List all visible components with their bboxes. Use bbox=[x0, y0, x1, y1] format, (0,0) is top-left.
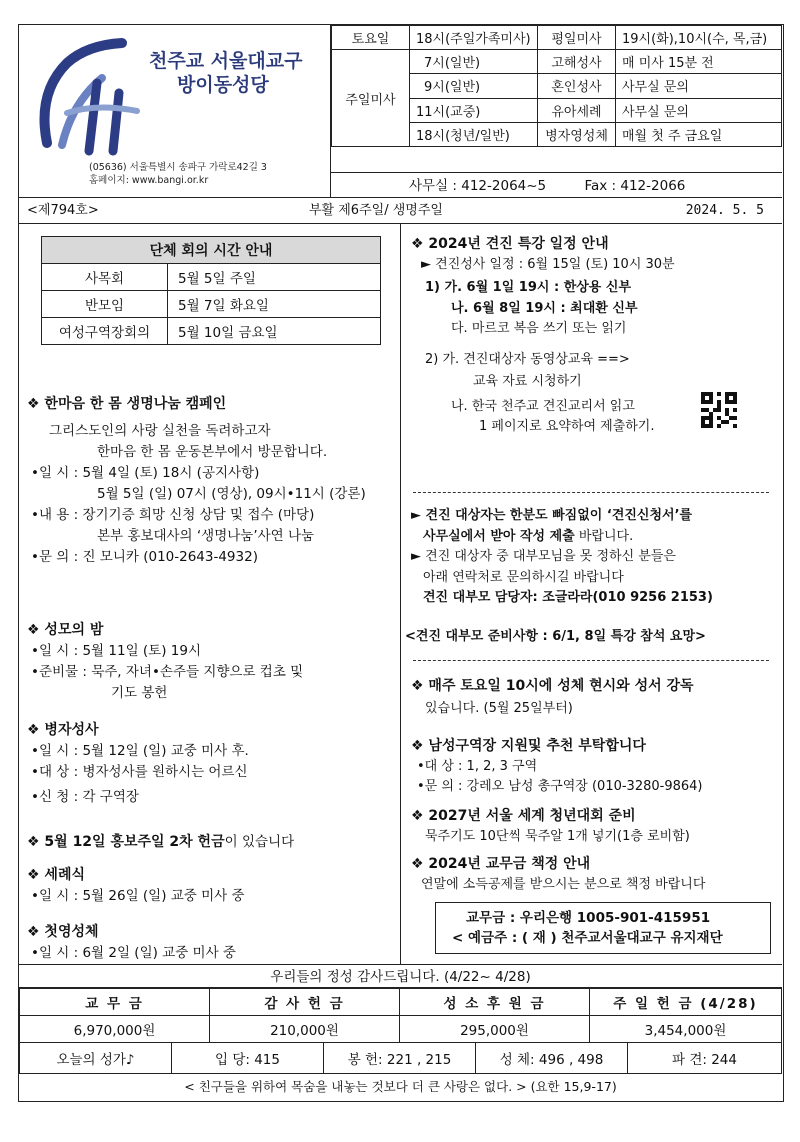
youth-title: ❖ 2027년 서울 세계 청년대회 준비 bbox=[411, 808, 636, 824]
weekday-label: 평일미사 bbox=[538, 26, 616, 50]
dues-title: ❖ 2024년 교무금 책정 안내 bbox=[411, 856, 591, 872]
sacrament-label: 유아세례 bbox=[538, 98, 616, 122]
finance-value: 295,000원 bbox=[400, 1016, 590, 1043]
sick-title: ❖ 병자성사 bbox=[27, 722, 99, 738]
qr-code-icon[interactable] bbox=[701, 392, 737, 428]
video-1: 2) 가. 견진대상자 동영상교육 ==> bbox=[425, 351, 630, 367]
meeting-name: 여성구역장회의 bbox=[42, 318, 168, 345]
baptism-section bbox=[27, 865, 399, 907]
youth-section bbox=[411, 806, 779, 847]
table-row bbox=[42, 264, 381, 291]
finance-header: 감 사 헌 금 bbox=[210, 989, 400, 1016]
table-row bbox=[20, 1016, 782, 1043]
sacrament-label: 혼인성사 bbox=[538, 74, 616, 98]
mary-section bbox=[27, 620, 399, 704]
bible-title: ❖ 매주 토요일 10시에 성체 현시와 성서 강독 bbox=[411, 678, 694, 694]
bank-account: 교무금 : 우리은행 1005-901-415951 bbox=[466, 910, 711, 926]
finance-value: 6,970,000원 bbox=[20, 1016, 210, 1043]
campaign-section bbox=[27, 394, 399, 568]
bulletin-page bbox=[18, 24, 784, 1102]
campaign-content2: 본부 홍보대사의 ‘생명나눔’사연 나눔 bbox=[97, 528, 315, 544]
divider bbox=[413, 492, 769, 493]
table-row bbox=[42, 318, 381, 345]
campaign-date2: 5월 5일 (일) 07시 (영상), 09시•11시 (강론) bbox=[97, 486, 366, 502]
divider bbox=[413, 660, 769, 661]
meeting-when: 5월 5일 주일 bbox=[168, 264, 381, 291]
men-title: ❖ 남성구역장 지원및 추천 부탁합니다 bbox=[411, 738, 646, 754]
table-row bbox=[20, 1043, 782, 1074]
video-2: 교육 자료 시청하기 bbox=[473, 374, 582, 389]
finance-header: 성 소 후 원 금 bbox=[400, 989, 590, 1016]
baptism-title: ❖ 세례식 bbox=[27, 867, 85, 883]
table-row bbox=[42, 291, 381, 318]
mass-schedule-table bbox=[331, 25, 782, 147]
godparent-note: <견진 대부모 준비사항 : 6/1, 8일 특강 참석 요망> bbox=[405, 629, 706, 644]
sick-apply: •신 청 : 각 구역장 bbox=[31, 789, 139, 805]
sick-section bbox=[27, 720, 399, 808]
meeting-table bbox=[41, 236, 381, 345]
sunday-time: 11시(교중) bbox=[410, 98, 538, 122]
video-4: 1 페이지로 요약하여 제출하기. bbox=[479, 419, 655, 434]
issue-number: <제794호> bbox=[27, 203, 99, 218]
finance-value: 210,000원 bbox=[210, 1016, 400, 1043]
finance-table bbox=[19, 988, 782, 1043]
sunday-label: 주일미사 bbox=[332, 50, 410, 147]
mary-prep2: 기도 봉헌 bbox=[111, 685, 168, 701]
office-phone: 사무실 : 412-2064~5 bbox=[409, 178, 547, 194]
campaign-content1: •내 용 : 장기기증 희망 신청 상담 및 접수 (마당) bbox=[31, 507, 315, 523]
bulletin-date: 2024. 5. 5 bbox=[685, 203, 764, 218]
dues-rest: 연말에 소득공제를 받으시는 분으로 책정 바랍니다 bbox=[421, 876, 706, 892]
youth-rest: 묵주기도 10단씩 묵주알 1개 넣기(1층 로비함) bbox=[425, 828, 690, 844]
title-bar bbox=[19, 198, 782, 224]
men-contact: •문 의 : 강레오 남성 총구역장 (010-3280-9864) bbox=[417, 779, 703, 794]
sacrament-value: 사무실 문의 bbox=[616, 74, 782, 98]
table-row bbox=[20, 989, 782, 1016]
logo-area bbox=[19, 25, 331, 198]
address: (05636) 서울특별시 송파구 가락로42길 3 bbox=[89, 162, 267, 173]
sick-date: •일 시 : 5월 12일 (일) 교중 미사 후. bbox=[31, 743, 249, 759]
hymn-dismissal: 파 견: 244 bbox=[628, 1043, 782, 1074]
sunday-time: 7시(일반) bbox=[410, 50, 538, 74]
men-target: •대 상 : 1, 2, 3 구역 bbox=[417, 758, 538, 774]
finance-value: 3,454,000원 bbox=[590, 1016, 782, 1043]
hymn-label: 오늘의 성가♪ bbox=[20, 1043, 172, 1074]
mary-prep1: •준비물 : 묵주, 자녀•손주들 지향으로 컵초 및 bbox=[31, 664, 304, 680]
lecture-1: 1) 가. 6월 1일 19시 : 한상용 신부 bbox=[425, 280, 632, 295]
hymn-table bbox=[19, 1042, 782, 1074]
sponsor-contact: 견진 대부모 담당자: 조글라라(010 9256 2153) bbox=[423, 590, 713, 605]
apply-line2-rest: 바랍니다. bbox=[574, 528, 634, 544]
finance-header: 교 무 금 bbox=[20, 989, 210, 1016]
campaign-intro1: 그리스도인의 사랑 실천을 독려하고자 bbox=[49, 423, 271, 439]
sacrament-value: 매 미사 15분 전 bbox=[616, 50, 782, 74]
hymn-entrance: 입 당: 415 bbox=[172, 1043, 324, 1074]
office-contact bbox=[331, 172, 782, 198]
campaign-intro2: 한마음 한 몸 운동본부에서 방문합니다. bbox=[97, 444, 328, 460]
men-section bbox=[411, 736, 779, 798]
thanks-banner: 우리들의 정성 감사드립니다. (4/22~ 4/28) bbox=[19, 964, 782, 988]
baptism-date: •일 시 : 5월 26일 (일) 교중 미사 중 bbox=[31, 888, 245, 904]
liturgical-week: 부활 제6주일/ 생명주일 bbox=[309, 203, 443, 218]
sunday-time: 9시(일반) bbox=[410, 74, 538, 98]
parish-name bbox=[149, 49, 302, 97]
sacrament-value: 매월 첫 주 금요일 bbox=[616, 122, 782, 146]
right-column bbox=[401, 224, 782, 964]
weekday-time: 19시(화),10시(수, 목,금) bbox=[616, 26, 782, 50]
meeting-when: 5월 7일 화요일 bbox=[168, 291, 381, 318]
bank-account-box bbox=[435, 902, 771, 954]
parish-logo-icon bbox=[27, 33, 147, 158]
scripture-quote: < 친구들을 위하여 목숨을 내놓는 것보다 더 큰 사랑은 없다. > (요한 15,9-17) bbox=[184, 1079, 617, 1094]
confirmation-schedule: ► 견진성사 일정 : 6월 15일 (토) 10시 30분 bbox=[421, 256, 675, 272]
sunday-time: 18시(청년/일반) bbox=[410, 122, 538, 146]
sacrament-label: 고해성사 bbox=[538, 50, 616, 74]
parish-name-line1: 천주교 서울대교구 bbox=[149, 50, 303, 72]
sick-target: •대 상 : 병자성사를 원하시는 어르신 bbox=[31, 764, 248, 780]
mary-date: •일 시 : 5월 11일 (토) 19시 bbox=[31, 643, 201, 659]
saturday-time: 18시(주일가족미사) bbox=[410, 26, 538, 50]
sponsor-line2: 아래 연락처로 문의하시길 바랍니다 bbox=[423, 569, 624, 585]
communion-date: •일 시 : 6월 2일 (일) 교중 미사 중 bbox=[31, 945, 236, 961]
sacrament-label: 병자영성체 bbox=[538, 122, 616, 146]
mary-title: ❖ 성모의 밤 bbox=[27, 622, 104, 638]
lecture-2: 나. 6월 8일 19시 : 최대환 신부 bbox=[451, 300, 638, 316]
dues-section bbox=[411, 854, 779, 895]
parish-name-line2: 방이동성당 bbox=[177, 74, 269, 96]
account-holder: < 예금주 : ( 재 ) 천주교서울대교구 유지재단 bbox=[452, 930, 723, 946]
bible-rest: 있습니다. (5월 25일부터) bbox=[425, 700, 573, 716]
office-fax: Fax : 412-2066 bbox=[584, 178, 686, 194]
saturday-label: 토요일 bbox=[332, 26, 410, 50]
bible-section bbox=[411, 676, 779, 719]
campaign-title: ❖ 한마음 한 몸 생명나눔 캠페인 bbox=[27, 396, 227, 412]
video-3: 나. 한국 천주교 견진교리서 읽고 bbox=[451, 398, 635, 414]
left-column bbox=[19, 224, 401, 964]
promo-section bbox=[27, 832, 399, 853]
campaign-contact: •문 의 : 진 모니카 (010-2643-4932) bbox=[31, 549, 258, 565]
header bbox=[19, 25, 782, 198]
meeting-name: 사목회 bbox=[42, 264, 168, 291]
confirmation-title: ❖ 2024년 견진 특강 일정 안내 bbox=[411, 236, 609, 252]
communion-title: ❖ 첫영성체 bbox=[27, 924, 99, 940]
promo-title: ❖ 5월 12일 홍보주일 2차 헌금 bbox=[27, 834, 225, 850]
sponsor-line1: ► 견진 대상자 중 대부모님을 못 정하신 분들은 bbox=[411, 549, 676, 564]
communion-section bbox=[27, 922, 399, 964]
meeting-when: 5월 10일 금요일 bbox=[168, 318, 381, 345]
apply-line1: ► 견진 대상자는 한분도 빠짐없이 ‘견진신청서’를 bbox=[411, 508, 693, 523]
hymn-offertory: 봉 헌: 221 , 215 bbox=[324, 1043, 476, 1074]
hymn-communion: 성 체: 496 , 498 bbox=[476, 1043, 628, 1074]
promo-rest: 이 있습니다 bbox=[224, 834, 295, 850]
finance-header: 주 일 헌 금 (4/28) bbox=[590, 989, 782, 1016]
homepage: 홈페이지: www.bangi.or.kr bbox=[89, 175, 209, 186]
apply-line2: 사무실에서 받아 작성 제출 bbox=[423, 528, 575, 544]
lecture-3: 다. 마르코 복음 쓰기 또는 읽기 bbox=[451, 321, 627, 336]
meeting-table-title: 단체 회의 시간 안내 bbox=[42, 237, 381, 264]
campaign-date1: •일 시 : 5월 4일 (토) 18시 (공지사항) bbox=[31, 465, 260, 481]
address-block bbox=[89, 161, 267, 187]
sacrament-value: 사무실 문의 bbox=[616, 98, 782, 122]
meeting-name: 반모임 bbox=[42, 291, 168, 318]
apply-section bbox=[411, 506, 779, 609]
